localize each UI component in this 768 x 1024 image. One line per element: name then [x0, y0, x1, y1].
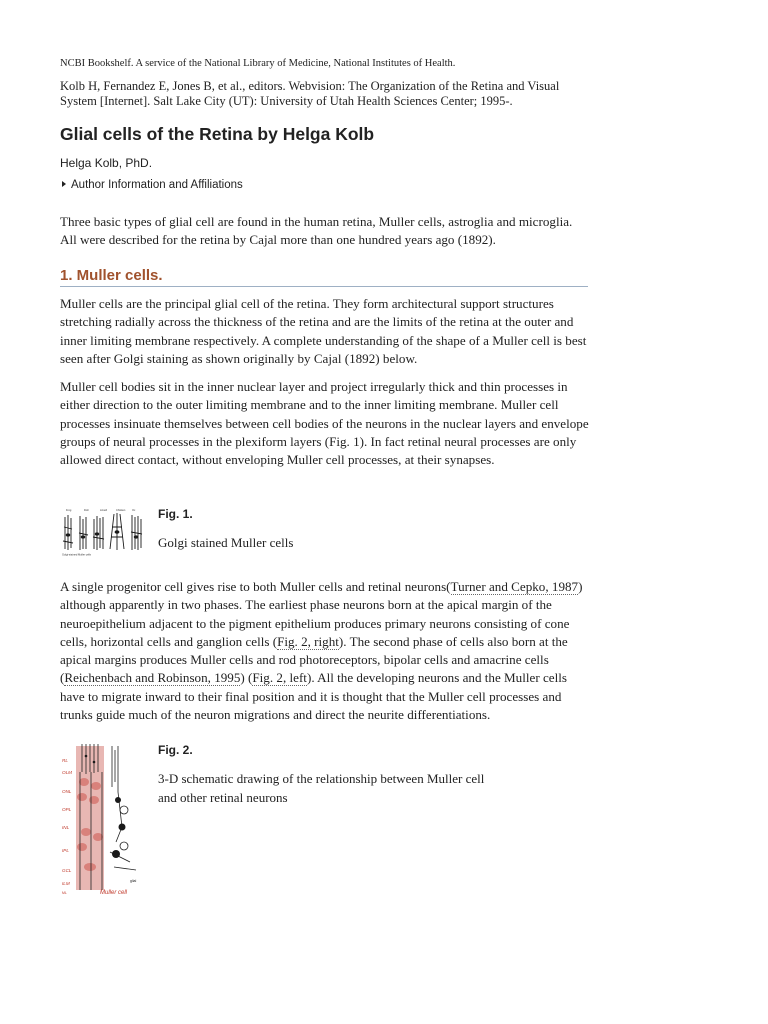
author-affiliations-toggle[interactable] — [62, 179, 243, 191]
affiliations-label: Author Information and Affiliations — [71, 179, 243, 191]
fig2-left-link[interactable]: Fig. 2, left — [252, 670, 307, 686]
fig2-layer-label-6: GCL — [62, 868, 72, 873]
fig2-layer-label-0: RL — [62, 758, 68, 763]
intro-paragraph: Three basic types of glial cell are found in the human retina, Muller cells, astroglia and microglia. All were described for the retina by Cajal more than one hundred years ago (1892). — [60, 214, 573, 248]
fig2-layer-label-2: ONL — [62, 789, 72, 794]
fig2-thumb-title: Muller cell — [100, 890, 128, 896]
p3-text-a: A single progenitor cell gives rise to both Muller cells and retinal neurons( — [60, 579, 451, 594]
muller-cell-schematic-image — [60, 742, 146, 896]
fig2-layer-label-1: OLM — [62, 770, 72, 775]
fig1-thumbnail[interactable] — [60, 507, 148, 557]
section-heading-muller: 1. Muller cells. — [60, 267, 588, 287]
p3-text-c: ). The second phase of cells also born at the apical margins produces Muller cells and rod photoreceptors, bipolar cells and amacrine cells ( — [60, 633, 568, 686]
fig2-right-link[interactable]: Fig. 2, right — [277, 633, 339, 649]
fig2-caption: 3-D schematic drawing of the relationship between Muller cell and other retinal neurons — [158, 771, 485, 805]
author-name: Helga Kolb, PhD. — [60, 156, 153, 170]
citation-link-turner-cepko[interactable]: Turner and Cepko, 1987 — [450, 579, 579, 594]
fig2-thumbnail[interactable] — [60, 742, 146, 896]
fig2-label[interactable]: Fig. 2. — [158, 743, 193, 757]
p3-text-e: ). All the developing neurons and the Muller cells have to migrate inward to their final position and it is thought that the Muller cell processes and trunks guide much of the neuron migrations and direct the neurite differentiations. — [60, 670, 567, 723]
section-paragraph-1: Muller cells are the principal glial cell of the retina. They form architectural support structures stretching radially across the thickness of the retina and are the limits of the retina at the outer and inner limiting membrane respectively. A complete understanding of the shape of a Muller cell is best seen after Golgi staining as shown originally by Cajal (1892) below. — [60, 296, 587, 366]
golgi-muller-cells-image — [60, 507, 148, 557]
fig1-thumb-label-4: Ox — [132, 509, 136, 512]
expand-triangle-icon — [62, 181, 66, 187]
fig2-thumb-annotation: glial — [130, 879, 137, 883]
fig2-thumb-corner: ML — [62, 891, 67, 895]
section-paragraph-2: Muller cell bodies sit in the inner nuclear layer and project irregularly thick and thin processes in either direction to the outer limiting membrane and to the inner limiting membrane. Muller cell processes insinuate themselves between cell bodies of the neurons in the nuclear layers and envelope groups of neural processes in the plexiform layers (Fig. 1). In fact retinal neural processes are only allowed direct contact, without enveloping Muller cell processes, at their synapses. — [60, 379, 589, 468]
fig1-thumb-label-1: Fish — [84, 509, 89, 512]
citation-link-reichenbach-robinson[interactable]: Reichenbach and Robinson, 1995 — [64, 670, 241, 686]
fig1-label[interactable]: Fig. 1. — [158, 507, 193, 521]
fig2-layer-label-7: ILM — [62, 881, 70, 886]
p3-text-d: ) ( — [240, 670, 253, 686]
fig2-layer-label-4: INL — [62, 825, 70, 830]
ncbi-banner: NCBI Bookshelf. A service of the National Library of Medicine, National Institutes of Health. — [60, 58, 456, 69]
fig2-layer-label-5: IPL — [62, 848, 69, 853]
citation: Kolb H, Fernandez E, Jones B, et al., editors. Webvision: The Organization of the Retina and Visual System [Internet]. Salt Lake City (UT): University of Utah Health Sciences Center; 1995-. — [60, 79, 560, 108]
fig1-thumb-footer: Golgi-stained Muller cells — [62, 553, 91, 557]
fig2-layer-label-3: OPL — [62, 807, 72, 812]
fig1-thumb-label-3: Chicken — [116, 509, 126, 512]
p3-text-b: ) although apparently in two phases. The earliest phase neurons born at the apical margin of the neuroepithelium adjacent to the pigment epithelium produces primary neurons consisting of cone cells, horizontal cells and ganglion cells ( — [60, 579, 583, 649]
section-paragraph-3 — [60, 578, 590, 724]
page-title: Glial cells of the Retina by Helga Kolb — [60, 124, 375, 144]
fig1-thumb-label-2: Lizard — [100, 509, 108, 512]
fig1-caption: Golgi stained Muller cells — [158, 535, 294, 550]
fig1-thumb-label-0: Frog — [66, 509, 72, 512]
